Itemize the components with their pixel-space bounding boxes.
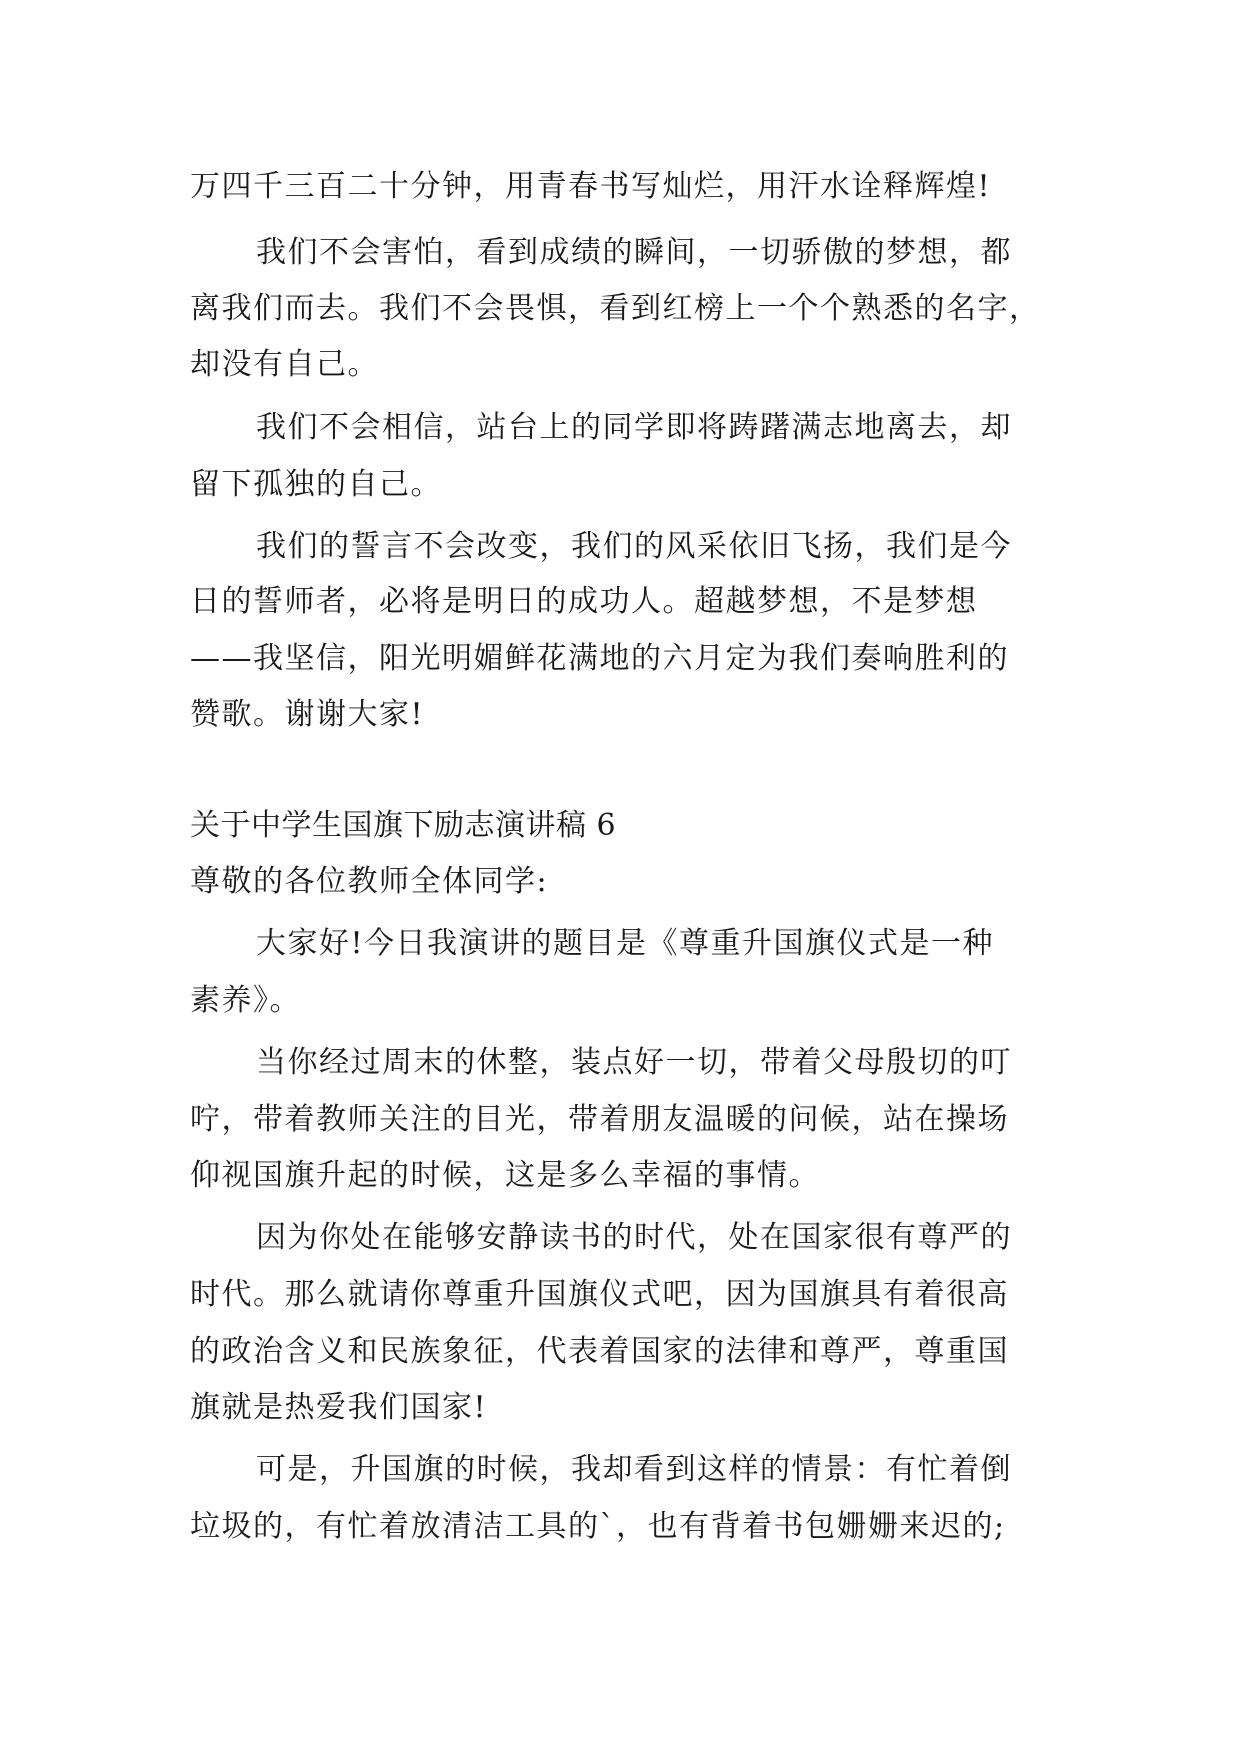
paragraph-line: 的政治含义和民族象征，代表着国家的法律和尊严，尊重国	[190, 1334, 1009, 1369]
paragraph-line: 我们不会害怕，看到成绩的瞬间，一切骄傲的梦想，都	[256, 235, 1012, 270]
paragraph-line: 离我们而去。我们不会畏惧，看到红榜上一个个熟悉的名字，	[190, 291, 1041, 326]
paragraph-line: 时代。那么就请你尊重升国旗仪式吧，因为国旗具有着很高	[190, 1277, 1009, 1312]
paragraph-line: 咛，带着教师关注的目光，带着朋友温暖的问候，站在操场	[190, 1102, 1009, 1137]
section-title: 关于中学生国旗下励志演讲稿 6	[190, 808, 617, 843]
paragraph-line: 垃圾的，有忙着放清洁工具的`，也有背着书包姗姗来迟的;	[190, 1509, 1006, 1544]
paragraph-line: 赞歌。谢谢大家!	[190, 697, 425, 732]
paragraph-line: 留下孤独的自己。	[190, 467, 442, 502]
paragraph-line: 日的誓师者，必将是明日的成功人。超越梦想，不是梦想	[190, 584, 978, 619]
paragraph-line: 却没有自己。	[190, 347, 379, 382]
paragraph-line: 我们的誓言不会改变，我们的风采依旧飞扬，我们是今	[256, 529, 1012, 564]
paragraph-line: 当你经过周末的休整，装点好一切，带着父母殷切的叮	[256, 1045, 1012, 1080]
paragraph-line: 素养》。	[190, 983, 301, 1018]
paragraph-line: 因为你处在能够安静读书的时代，处在国家很有尊严的	[256, 1220, 1012, 1255]
salutation: 尊敬的各位教师全体同学:	[190, 864, 549, 899]
paragraph-line: ——我坚信，阳光明媚鲜花满地的六月定为我们奏响胜利的	[190, 641, 1009, 676]
paragraph-line: 仰视国旗升起的时候，这是多么幸福的事情。	[190, 1158, 820, 1193]
paragraph-line: 大家好!今日我演讲的题目是《尊重升国旗仪式是一种	[256, 926, 995, 961]
paragraph-line: 可是，升国旗的时候，我却看到这样的情景：有忙着倒	[256, 1452, 1012, 1487]
paragraph-line: 我们不会相信，站台上的同学即将踌躇满志地离去，却	[256, 410, 1012, 445]
paragraph-line: 旗就是热爱我们国家!	[190, 1390, 488, 1425]
paragraph-line: 万四千三百二十分钟，用青春书写灿烂，用汗水诠释辉煌!	[190, 169, 992, 204]
